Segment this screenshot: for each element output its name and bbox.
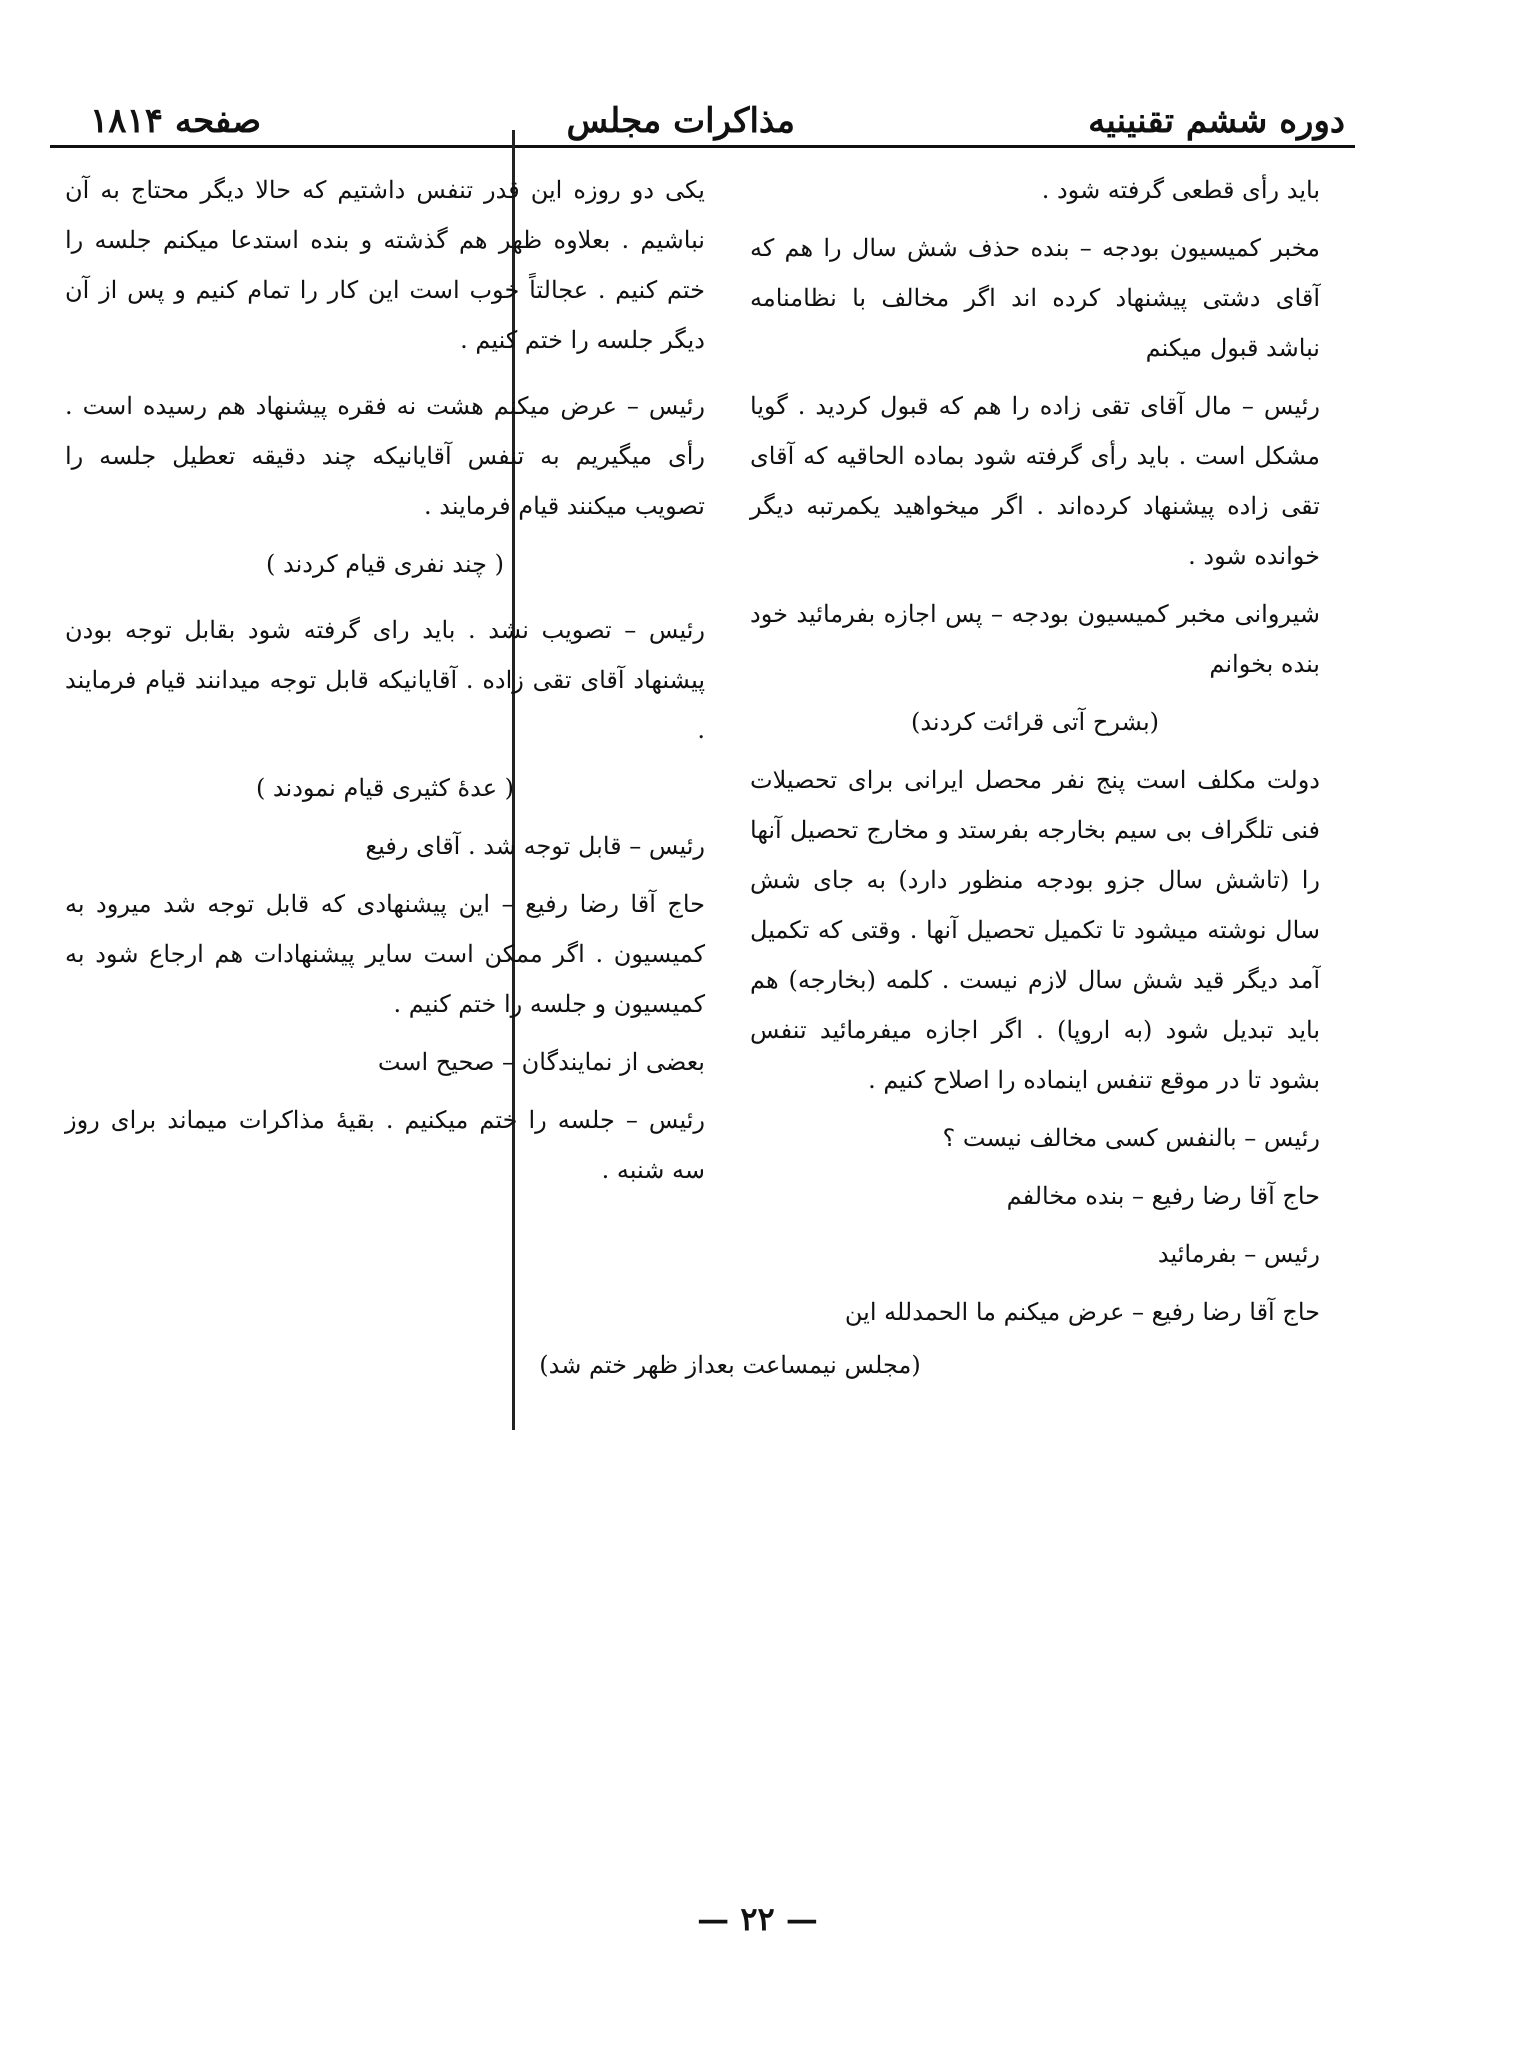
paragraph: رئیس – مال آقای تقی زاده را هم که قبول کردید . گویا مشکل است . باید رأی گرفته شود بماده الحاقیه که آقای تقی زاده پیشنهاد کرده‌اند . اگر میخواهید یکمرتبه دیگر خوانده شود . <box>750 392 1320 570</box>
paragraph: بعضی از نمایندگان – صحیح است <box>377 1048 705 1076</box>
header-session: دوره ششم تقنینیه <box>1088 101 1345 141</box>
paragraph: حاج آقا رضا رفیع – عرض میکنم ما الحمدلله این <box>844 1298 1320 1326</box>
header-page-number: صفحه ۱۸۱۴ <box>90 101 262 141</box>
paragraph: رئیس – بفرمائید <box>1157 1240 1320 1268</box>
header-rule <box>50 145 1355 148</box>
paragraph: ( عدهٔ کثیری قیام نمودند ) <box>255 774 515 802</box>
page-header <box>50 100 1355 142</box>
right-column <box>750 165 1320 1345</box>
page-footer-number: — ۲۲ — <box>697 1900 818 1938</box>
paragraph: رئیس – عرض میکنم هشت نه فقره پیشنهاد هم رسیده است . رأی میگیریم به تنفس آقایانیکه چند دقیقه تعطیل جلسه را تصویب میکنند قیام فرمایند . <box>65 392 705 520</box>
paragraph: شیروانی مخبر کمیسیون بودجه – پس اجازه بفرمائید خود بنده بخوانم <box>750 600 1320 678</box>
session-closing-note: (مجلس نیمساعت بعداز ظهر ختم شد) <box>539 1351 921 1379</box>
paragraph: حاج آقا رضا رفیع – بنده مخالفم <box>1006 1182 1320 1210</box>
paragraph: (بشرح آتی قرائت کردند) <box>910 708 1160 736</box>
paragraph: رئیس – قابل توجه شد . آقای رفیع <box>365 832 705 860</box>
paragraph: باید رأی قطعی گرفته شود . <box>1041 176 1320 204</box>
left-column <box>65 165 705 1203</box>
paragraph: یکی دو روزه این قدر تنفس داشتیم که حالا دیگر محتاج به آن نباشیم . بعلاوه ظهر هم گذشته و بنده استدعا میکنم جلسه را ختم کنیم . عجالتاً خوب است این کار را تمام کنیم و پس از آن دیگر جلسه را ختم کنیم . <box>65 176 705 354</box>
paragraph: رئیس – جلسه را ختم میکنیم . بقیهٔ مذاکرات میماند برای روز سه شنبه . <box>65 1106 705 1184</box>
paragraph: حاج آقا رضا رفیع – این پیشنهادی که قابل توجه شد میرود به کمیسیون . اگر ممکن است سایر پیشنهادات هم ارجاع شود به کمیسیون و جلسه را ختم کنیم . <box>65 890 705 1018</box>
paragraph: رئیس – تصویب نشد . باید رای گرفته شود بقابل توجه بودن پیشنهاد آقای تقی زاده . آقایانیکه قابل توجه میدانند قیام فرمایند . <box>65 616 705 744</box>
paragraph: مخبر کمیسیون بودجه – بنده حذف شش سال را هم که آقای دشتی پیشنهاد کرده اند اگر مخالف با نظامنامه نباشد قبول میکنم <box>750 234 1320 362</box>
paragraph: ( چند نفری قیام کردند ) <box>266 550 504 578</box>
paragraph: رئیس – بالنفس کسی مخالف نیست ؟ <box>942 1124 1320 1152</box>
paragraph: دولت مکلف است پنج نفر محصل ایرانی برای تحصیلات فنی تلگراف بی سیم بخارجه بفرستد و مخارج تحصیل آنها را (تاشش سال جزو بودجه منظور دارد) به جای شش سال نوشته میشود تا تکمیل تحصیل آنها . وقتی که تکمیل آمد دیگر قید شش سال لازم نیست . کلمه (بخارجه) هم باید تبدیل شود (به اروپا) . اگر اجازه میفرمائید تنفس بشود تا در موقع تنفس اینماده را اصلاح کنیم . <box>750 766 1320 1094</box>
header-title: مذاکرات مجلس <box>566 101 795 141</box>
